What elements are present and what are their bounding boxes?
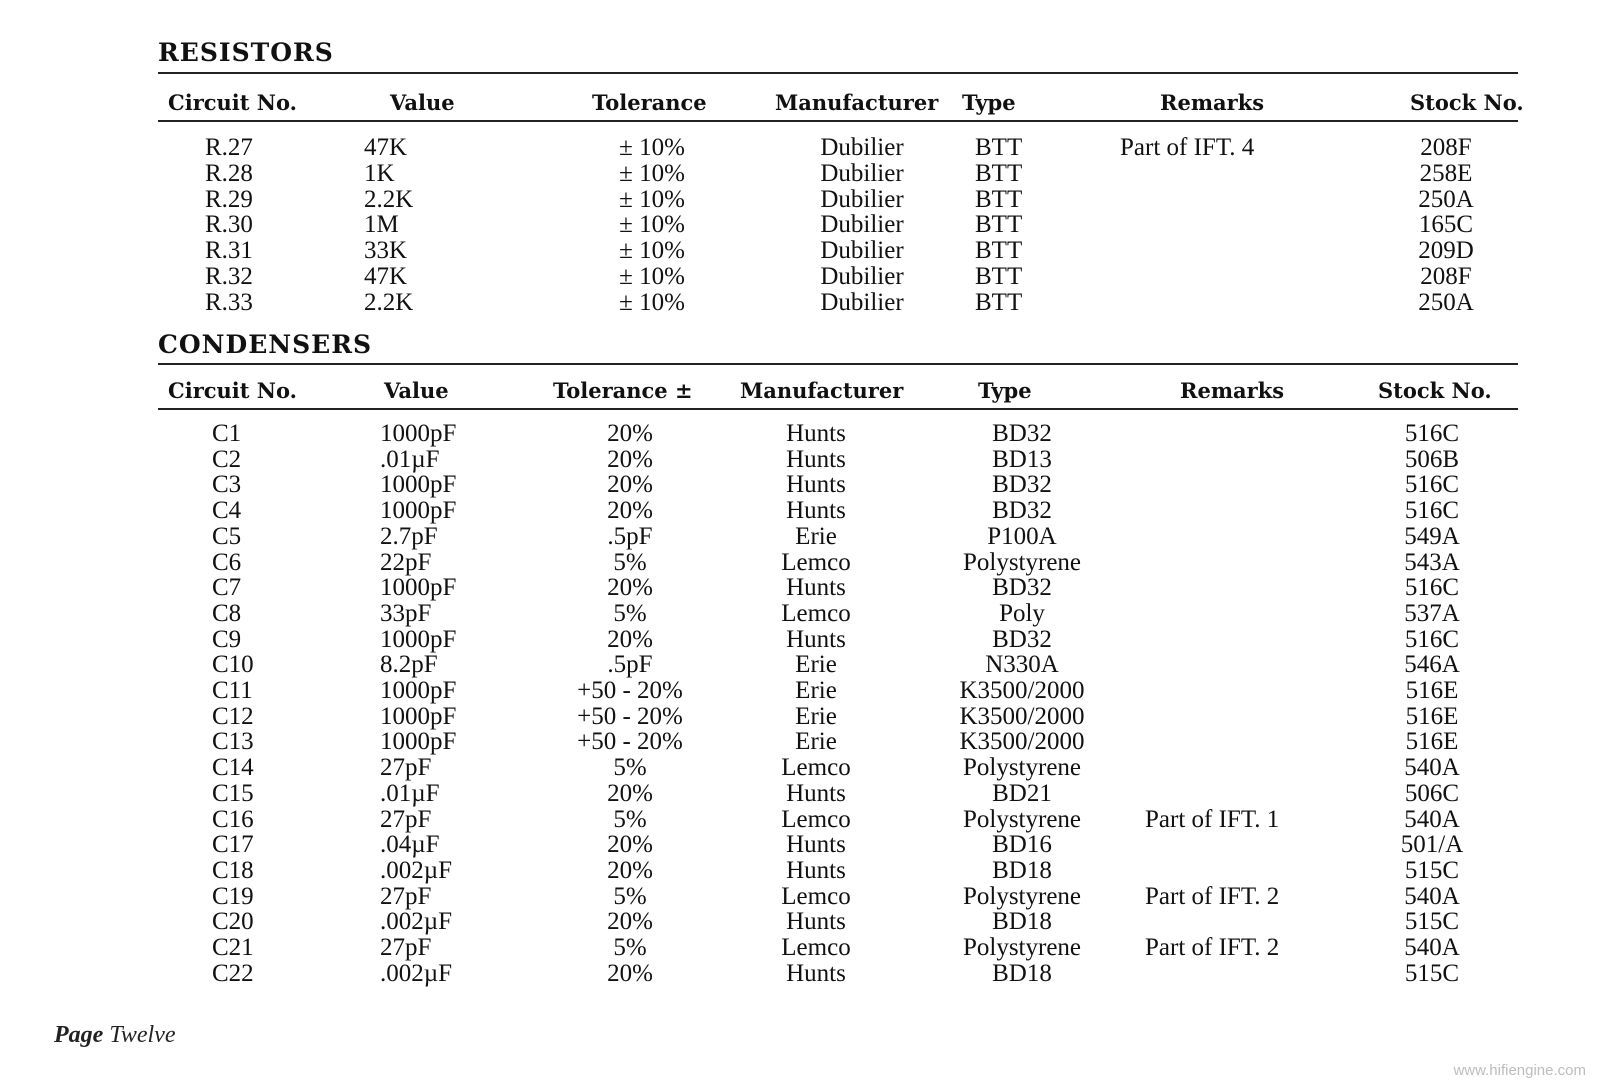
page-footer-label: Page: [54, 1022, 104, 1048]
resistors-cell-remarks: Part of IFT. 4: [1120, 134, 1255, 161]
condensers-cell-circuit: C16: [212, 805, 254, 833]
condensers-cell-tolerance: 20%: [607, 574, 653, 602]
condensers-cell-circuit: C21: [212, 934, 254, 961]
resistors-header-remarks: Remarks: [1160, 90, 1265, 115]
condensers-cell-value: 1000pF: [380, 471, 457, 499]
condensers-cell-tolerance: 20%: [607, 831, 653, 859]
condensers-cell-circuit: C13: [212, 728, 254, 756]
page-footer-number: Twelve: [109, 1022, 176, 1048]
condensers-cell-type: BD13: [992, 445, 1052, 473]
condensers-cell-type: BD32: [992, 497, 1052, 525]
condensers-cell-tolerance: 5%: [613, 805, 647, 833]
condensers-cell-value: 1000pF: [380, 728, 457, 756]
condensers-header-type: Type: [978, 378, 1032, 403]
condensers-cell-stock: 540A: [1404, 805, 1460, 833]
resistors-cell-tolerance: ± 10%: [619, 134, 685, 161]
condensers-cell-manufacturer: Hunts: [786, 574, 846, 602]
condensers-cell-type: BD32: [992, 574, 1052, 602]
condensers-cell-type: BD16: [992, 831, 1052, 859]
condensers-cell-circuit: C20: [212, 908, 254, 936]
condensers-cell-type: Polystyrene: [962, 934, 1082, 961]
condensers-cell-circuit: C18: [212, 856, 254, 884]
resistors-cell-circuit: R.28: [205, 159, 253, 187]
resistors-cell-stock: 250A: [1418, 288, 1474, 316]
condensers-cell-stock: 537A: [1404, 599, 1460, 627]
condensers-cell-value: 27pF: [380, 934, 432, 961]
condensers-cell-value: .002µF: [380, 856, 453, 884]
condensers-cell-circuit: C15: [212, 779, 254, 807]
resistors-cell-tolerance: ± 10%: [619, 263, 685, 290]
condensers-cell-stock: 501/A: [1400, 831, 1464, 859]
condensers-cell-value: 1000pF: [380, 497, 457, 525]
resistors-cell-stock: 250A: [1418, 185, 1474, 213]
condensers-cell-tolerance: 5%: [613, 754, 647, 782]
condensers-cell-stock: 546A: [1404, 651, 1460, 679]
condensers-cell-value: 1000pF: [380, 574, 457, 602]
watermark: www.hifiengine.com: [1453, 1062, 1586, 1079]
resistors-cell-circuit: R.29: [205, 185, 253, 213]
resistors-cell-type: BTT: [975, 237, 1023, 265]
condensers-cell-manufacturer: Lemco: [781, 599, 851, 627]
condensers-cell-circuit: C11: [212, 677, 253, 704]
resistors-cell-circuit: R.31: [205, 237, 253, 265]
condensers-cell-type: Polystyrene: [962, 754, 1082, 782]
resistors-cell-circuit: R.27: [205, 134, 253, 161]
condensers-cell-type: BD18: [992, 856, 1052, 884]
resistors-cell-stock: 258E: [1419, 159, 1473, 187]
condensers-cell-circuit: C8: [212, 599, 242, 627]
condensers-cell-value: 22pF: [380, 548, 432, 576]
condensers-cell-type: K3500/2000: [959, 702, 1085, 730]
resistors-cell-tolerance: ± 10%: [619, 211, 685, 239]
condensers-cell-stock: 540A: [1404, 882, 1460, 910]
resistors-top-rule: [158, 72, 1518, 74]
condensers-cell-circuit: C10: [212, 651, 254, 679]
resistors-cell-value: 2.2K: [364, 185, 414, 213]
condensers-cell-tolerance: .5pF: [607, 522, 653, 550]
condensers-cell-stock: 516C: [1404, 471, 1460, 499]
condensers-cell-value: 27pF: [380, 754, 432, 782]
condensers-cell-tolerance: 5%: [613, 548, 647, 576]
condensers-header-tolerance: Tolerance ±: [553, 378, 693, 403]
resistors-cell-tolerance: ± 10%: [619, 159, 685, 187]
condensers-cell-value: .002µF: [380, 959, 453, 987]
condensers-cell-type: BD21: [992, 779, 1052, 807]
condensers-cell-manufacturer: Hunts: [786, 856, 846, 884]
condensers-cell-circuit: C7: [212, 574, 242, 602]
condensers-cell-stock: 515C: [1404, 908, 1460, 936]
condensers-cell-stock: 516C: [1404, 574, 1460, 602]
resistors-cell-value: 1M: [364, 211, 399, 239]
resistors-cell-circuit: R.33: [205, 288, 253, 316]
condensers-cell-circuit: C2: [212, 445, 242, 473]
condensers-cell-tolerance: 20%: [607, 779, 653, 807]
condensers-cell-stock: 506C: [1404, 779, 1460, 807]
condensers-cell-manufacturer: Lemco: [781, 805, 851, 833]
condensers-cell-manufacturer: Hunts: [786, 908, 846, 936]
resistors-cell-manufacturer: Dubilier: [820, 159, 904, 187]
condensers-cell-stock: 516E: [1405, 702, 1459, 730]
condensers-header-remarks: Remarks: [1180, 378, 1285, 403]
condensers-cell-tolerance: 5%: [613, 882, 647, 910]
resistors-cell-manufacturer: Dubilier: [820, 288, 904, 316]
resistors-cell-tolerance: ± 10%: [619, 237, 685, 265]
condensers-cell-tolerance: 20%: [607, 445, 653, 473]
condensers-cell-circuit: C14: [212, 754, 254, 782]
condensers-cell-value: 27pF: [380, 805, 432, 833]
condensers-cell-remarks: Part of IFT. 1: [1145, 805, 1280, 833]
condensers-cell-value: 2.7pF: [380, 522, 438, 550]
condensers-cell-type: BD18: [992, 908, 1052, 936]
condensers-cell-value: 8.2pF: [380, 651, 438, 679]
condensers-cell-circuit: C12: [212, 702, 254, 730]
condensers-header-circuit-no: Circuit No.: [168, 378, 297, 403]
condensers-cell-stock: 516E: [1405, 677, 1459, 704]
resistors-cell-value: 47K: [364, 134, 408, 161]
condensers-cell-manufacturer: Erie: [795, 702, 837, 730]
resistors-header-manufacturer: Manufacturer: [775, 90, 939, 115]
resistors-cell-type: BTT: [975, 159, 1023, 187]
condensers-cell-stock: 515C: [1404, 959, 1460, 987]
condensers-cell-manufacturer: Erie: [795, 728, 837, 756]
condensers-cell-stock: 516E: [1405, 728, 1459, 756]
condensers-header-manufacturer: Manufacturer: [740, 378, 904, 403]
condensers-cell-type: N330A: [985, 651, 1059, 679]
condensers-cell-tolerance: 20%: [607, 856, 653, 884]
condensers-cell-manufacturer: Erie: [795, 677, 837, 704]
condensers-cell-stock: 516C: [1404, 625, 1460, 653]
condensers-cell-circuit: C6: [212, 548, 242, 576]
condensers-cell-type: Polystyrene: [962, 805, 1082, 833]
resistors-cell-type: BTT: [975, 185, 1023, 213]
resistors-cell-type: BTT: [975, 211, 1023, 239]
resistors-cell-value: 33K: [364, 237, 408, 265]
resistors-cell-manufacturer: Dubilier: [820, 134, 904, 161]
resistors-cell-stock: 208F: [1420, 263, 1472, 290]
condensers-cell-remarks: Part of IFT. 2: [1145, 934, 1280, 961]
resistors-cell-stock: 165C: [1418, 211, 1474, 239]
condensers-cell-stock: 516C: [1404, 497, 1460, 525]
resistors-cell-tolerance: ± 10%: [619, 185, 685, 213]
resistors-cell-circuit: R.32: [205, 263, 253, 290]
condensers-header-rule: [158, 408, 1518, 410]
condensers-cell-tolerance: +50 - 20%: [577, 677, 683, 704]
condensers-cell-manufacturer: Hunts: [786, 445, 846, 473]
condensers-cell-manufacturer: Lemco: [781, 934, 851, 961]
condensers-cell-manufacturer: Lemco: [781, 882, 851, 910]
condensers-cell-tolerance: +50 - 20%: [577, 728, 683, 756]
condensers-cell-type: K3500/2000: [959, 677, 1085, 704]
condensers-cell-manufacturer: Erie: [795, 522, 837, 550]
condensers-cell-tolerance: 20%: [607, 471, 653, 499]
resistors-cell-value: 1K: [364, 159, 395, 187]
condensers-cell-stock: 506B: [1404, 445, 1460, 473]
resistors-cell-manufacturer: Dubilier: [820, 263, 904, 290]
resistors-cell-type: BTT: [975, 288, 1023, 316]
condensers-cell-manufacturer: Lemco: [781, 754, 851, 782]
condensers-cell-circuit: C1: [212, 420, 242, 447]
condensers-cell-manufacturer: Erie: [795, 651, 837, 679]
resistors-cell-manufacturer: Dubilier: [820, 211, 904, 239]
page-footer: [54, 1022, 176, 1049]
resistors-cell-circuit: R.30: [205, 211, 253, 239]
resistors-cell-manufacturer: Dubilier: [820, 237, 904, 265]
condensers-cell-type: BD32: [992, 471, 1052, 499]
condensers-cell-circuit: C19: [212, 882, 254, 910]
condensers-cell-value: .01µF: [380, 445, 440, 473]
condensers-cell-tolerance: 20%: [607, 625, 653, 653]
condensers-cell-circuit: C5: [212, 522, 242, 550]
condensers-cell-type: Poly: [999, 599, 1045, 627]
condensers-cell-type: Polystyrene: [962, 548, 1082, 576]
condensers-cell-value: .002µF: [380, 908, 453, 936]
condensers-cell-type: BD32: [992, 625, 1052, 653]
condensers-cell-manufacturer: Hunts: [786, 831, 846, 859]
condensers-cell-tolerance: .5pF: [607, 651, 653, 679]
condensers-cell-value: 1000pF: [380, 702, 457, 730]
condensers-cell-tolerance: 5%: [613, 934, 647, 961]
condensers-cell-value: 27pF: [380, 882, 432, 910]
resistors-cell-value: 47K: [364, 263, 408, 290]
resistors-cell-type: BTT: [975, 134, 1023, 161]
condensers-cell-circuit: C17: [212, 831, 254, 859]
resistors-header-circuit-no: Circuit No.: [168, 90, 297, 115]
resistors-header-tolerance: Tolerance: [592, 90, 707, 115]
condensers-cell-type: Polystyrene: [962, 882, 1082, 910]
condensers-header-value: Value: [384, 378, 449, 403]
condensers-cell-tolerance: +50 - 20%: [577, 702, 683, 730]
condensers-cell-type: BD18: [992, 959, 1052, 987]
condensers-cell-stock: 540A: [1404, 934, 1460, 961]
condensers-cell-tolerance: 20%: [607, 420, 653, 447]
condensers-cell-circuit: C22: [212, 959, 254, 987]
condensers-cell-value: 1000pF: [380, 677, 457, 704]
condensers-cell-manufacturer: Hunts: [786, 959, 846, 987]
condensers-section-title: CONDENSERS: [158, 330, 373, 359]
condensers-cell-stock: 543A: [1404, 548, 1460, 576]
resistors-cell-stock: 209D: [1418, 237, 1474, 265]
condensers-cell-manufacturer: Hunts: [786, 779, 846, 807]
condensers-cell-circuit: C4: [212, 497, 242, 525]
condensers-cell-stock: 540A: [1404, 754, 1460, 782]
condensers-cell-value: 1000pF: [380, 625, 457, 653]
resistors-cell-stock: 208F: [1420, 134, 1472, 161]
condensers-cell-tolerance: 20%: [607, 959, 653, 987]
condensers-cell-type: P100A: [987, 522, 1057, 550]
condensers-header-stock-no: Stock No.: [1378, 378, 1492, 403]
condensers-cell-stock: 516C: [1404, 420, 1460, 447]
resistors-section-title: RESISTORS: [158, 38, 334, 67]
resistors-header-type: Type: [962, 90, 1016, 115]
condensers-cell-manufacturer: Hunts: [786, 625, 846, 653]
condensers-cell-remarks: Part of IFT. 2: [1145, 882, 1280, 910]
condensers-cell-stock: 549A: [1404, 522, 1460, 550]
condensers-cell-stock: 515C: [1404, 856, 1460, 884]
condensers-cell-value: .04µF: [380, 831, 440, 859]
condensers-cell-type: K3500/2000: [959, 728, 1085, 756]
condensers-cell-value: .01µF: [380, 779, 440, 807]
condensers-cell-type: BD32: [992, 420, 1052, 447]
resistors-cell-manufacturer: Dubilier: [820, 185, 904, 213]
condensers-cell-value: 33pF: [380, 599, 432, 627]
condensers-top-rule: [158, 363, 1518, 365]
resistors-cell-value: 2.2K: [364, 288, 414, 316]
condensers-cell-value: 1000pF: [380, 420, 457, 447]
condensers-cell-manufacturer: Hunts: [786, 420, 846, 447]
resistors-cell-tolerance: ± 10%: [619, 288, 685, 316]
resistors-cell-type: BTT: [975, 263, 1023, 290]
resistors-header-rule: [158, 120, 1518, 122]
condensers-cell-manufacturer: Hunts: [786, 471, 846, 499]
condensers-cell-circuit: C9: [212, 625, 242, 653]
condensers-cell-circuit: C3: [212, 471, 242, 499]
resistors-header-value: Value: [390, 90, 455, 115]
condensers-cell-manufacturer: Lemco: [781, 548, 851, 576]
condensers-cell-tolerance: 5%: [613, 599, 647, 627]
condensers-cell-tolerance: 20%: [607, 497, 653, 525]
condensers-cell-tolerance: 20%: [607, 908, 653, 936]
resistors-header-stock-no: Stock No.: [1410, 90, 1524, 115]
condensers-cell-manufacturer: Hunts: [786, 497, 846, 525]
